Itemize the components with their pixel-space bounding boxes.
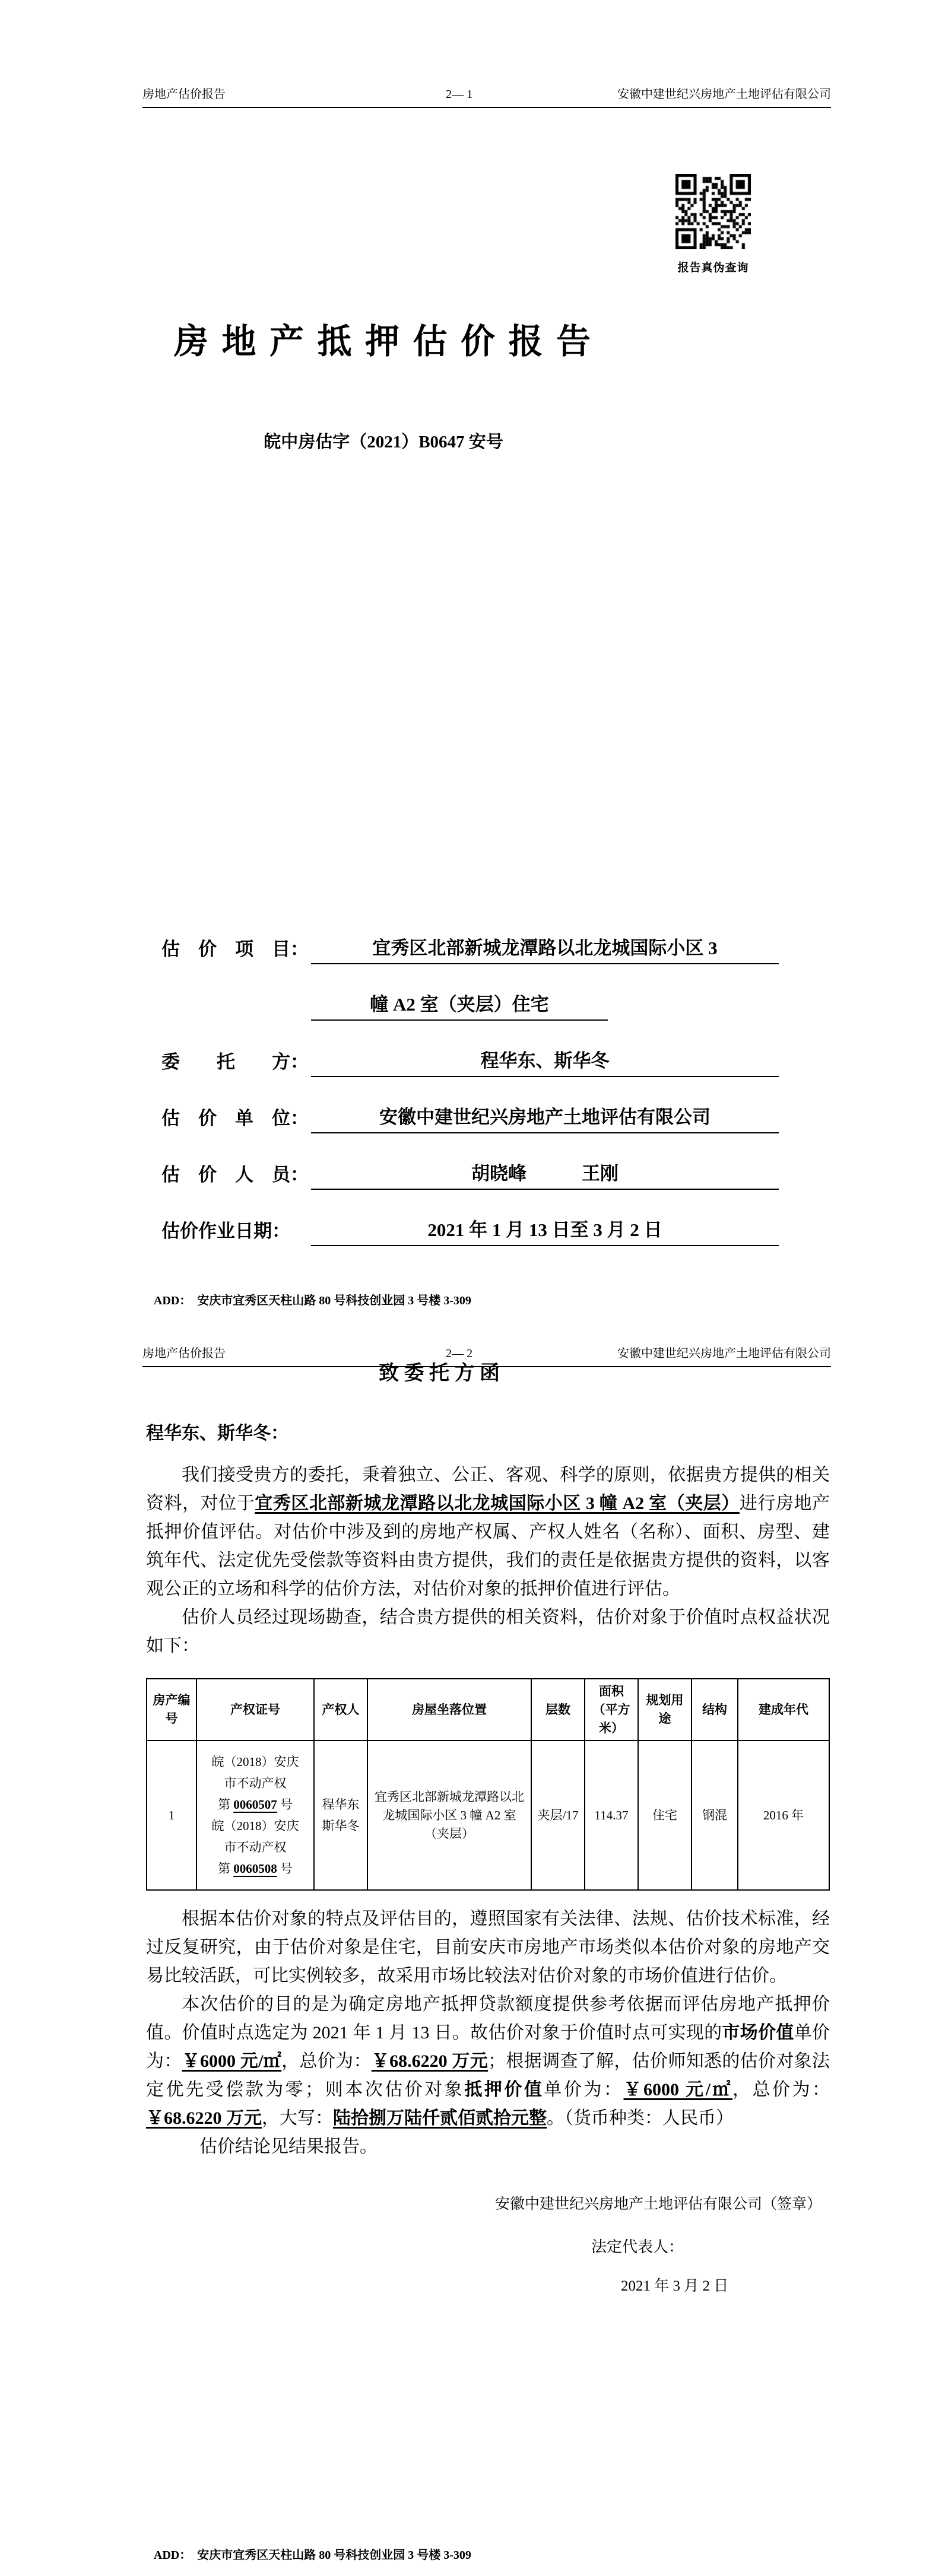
cert-line: 市不动产权 [224,1776,287,1790]
text-run-total-price: ￥68.6220 万元 [371,2051,489,2071]
form-row-appraisers [161,1133,779,1190]
cert-line: 市不动产权 [224,1840,287,1854]
form-value-project-line1: 宜秀区北部新城龙潭路以北龙城国际小区 3 [311,933,779,964]
cert-line: 皖（2018）安庆 [211,1819,299,1833]
cert-line: 皖（2018）安庆 [211,1755,299,1769]
letter-title: 致 委 托 方 函 [379,1362,500,1384]
col-header-structure: 结构 [692,1679,738,1740]
text-run: ，大写： [262,2108,333,2128]
header-page-number: 2— 1 [446,88,473,101]
cell-owner [314,1740,367,1890]
form-label-client: 委 托 方： [161,1052,309,1072]
signature-date: 2021 年 3 月 2 日 [621,2278,729,2294]
footer-address: ADD： 安庆市宜秀区天柱山路 80 号科技创业园 3 号楼 3-309 [153,1294,471,1307]
header-company-name: 安徽中建世纪兴房地产土地评估有限公司 [617,88,831,101]
col-header-floors: 层数 [531,1679,585,1740]
text-run: 第 [218,1797,234,1812]
form-value-agency: 安徽中建世纪兴房地产土地评估有限公司 [311,1102,779,1133]
text-run: 第 [218,1862,234,1876]
text-run: ，总价为： [281,2051,372,2071]
text-run: 本次估价的目的是为确定房地产抵押贷款额度提供参考依据而评估房地产抵押价值。价值时点选定为 2021 年 1 月 13 日。故估价对象于价值时点可实现的 [146,1994,830,2043]
cell-property-no: 1 [147,1740,196,1890]
cert-line [200,1794,310,1815]
qr-block [675,174,751,275]
page1-footer [142,1277,831,1322]
cover-form [161,908,779,1246]
form-label-agency: 估 价 单 位： [161,1108,309,1129]
table-row [147,1740,829,1890]
text-run: 我们接受贵方的委托，秉着独立、公正、客观、科学的原则，依据贵方提供的相关资料，对位于 [146,1465,830,1513]
letter-body [146,1419,830,2295]
header-company-name: 安徽中建世纪兴房地产土地评估有限公司 [617,1347,831,1360]
text-run: 单价为： [544,2080,624,2099]
col-header-area: 面积（平方米） [585,1679,638,1740]
text-run: 号 [277,1862,293,1876]
owner-line: 程华东 [322,1797,360,1812]
form-row-date [161,1190,779,1246]
text-run: 。（货币种类：人民币） [547,2108,734,2128]
form-value-appraisers: 胡晓峰 王刚 [311,1158,779,1190]
form-row-client [161,1021,779,1077]
cell-cert-numbers [196,1740,314,1890]
col-header-cert-no: 产权证号 [196,1679,314,1740]
cell-use: 住宅 [638,1740,692,1890]
form-value-date: 2021 年 1 月 13 日至 3 月 2 日 [311,1215,779,1246]
property-table [146,1678,830,1891]
page1-header [142,84,831,108]
cell-year: 2016 年 [738,1740,829,1890]
paragraph-valuation [146,1990,830,2133]
form-label-date: 估价作业日期： [161,1221,290,1241]
signature-legal-rep: 法定代表人： [591,2238,684,2256]
header-page-number: 2— 2 [446,1347,473,1360]
text-run: 单价为： [146,2023,830,2071]
cell-floors: 夹层/17 [531,1740,585,1890]
page2-footer [142,2531,831,2576]
form-row-project [161,908,779,964]
report-number: 皖中房估字（2021）B0647 安号 [264,433,503,452]
text-run-property: 宜秀区北部新城龙潭路以北龙城国际小区 3 幢 A2 室（夹层） [255,1494,740,1513]
table-header-row [147,1679,829,1740]
form-value-project-line2: 幢 A2 室（夹层）住宅 [311,989,608,1021]
text-run-mortgage-value: 抵押价值 [464,2080,544,2099]
cell-area: 114.37 [585,1740,638,1890]
form-value-client: 程华东、斯华冬 [311,1046,779,1077]
form-label-appraisers: 估 价 人 员： [161,1164,309,1185]
cert-line [200,1858,310,1879]
paragraph-conclusion: 估价结论见结果报告。 [199,2137,378,2156]
text-run-unit-price: ￥6000 元/㎡ [182,2051,282,2071]
form-row-agency [161,1077,779,1133]
text-run-amount-words: 陆拾捌万陆仟贰佰贰拾元整 [333,2108,547,2128]
cell-structure: 钢混 [692,1740,738,1890]
text-run-total-price: ￥68.6220 万元 [146,2108,262,2128]
text-run: 进行房地产抵押价值评估。对估价中涉及到的房地产权属、产权人姓名（名称）、面积、房型、建筑年代、法定优先受偿款等资料由贵方提供，我们的责任是依据贵方提供的资料，以客观公正的立场和科学的估价方法，对估价对象的抵押价值进行评估。 [146,1494,830,1599]
text-run: ；根据调查了解，估价师知悉的估价对象法定优先受偿款为零；则本次估价对象 [146,2051,830,2099]
paragraph-engagement [146,1461,830,1603]
text-run-market-value: 市场价值 [722,2023,794,2043]
col-header-owner: 产权人 [314,1679,367,1740]
header-doc-type: 房地产估价报告 [142,1347,226,1360]
text-run: 号 [277,1797,293,1812]
paragraph-inspection: 估价人员经过现场勘查，结合贵方提供的相关资料，估价对象于价值时点权益状况如下： [146,1608,830,1656]
signature-company: 安徽中建世纪兴房地产土地评估有限公司（签章） [495,2196,822,2212]
cert-number: 0060508 [233,1862,277,1876]
form-label-spacer [161,1017,311,1021]
paragraph-method: 根据本估价对象的特点及评估目的，遵照国家有关法律、法规、估价技术标准，经过反复研究，由于估价对象是住宅，目前安庆市房地产市场类似本估价对象的房地产交易比较活跃，可比实例较多，故采用市场比较法对估价对象的市场价值进行估价。 [146,1909,830,1986]
text-run-unit-price: ￥6000 元/㎡ [623,2080,732,2099]
qr-caption: 报告真伪查询 [677,262,749,274]
col-header-year: 建成年代 [738,1679,829,1740]
col-header-property-no: 房产编号 [147,1679,196,1740]
salutation: 程华东、斯华冬： [146,1424,288,1443]
col-header-use: 规划用途 [638,1679,692,1740]
cell-location: 宜秀区北部新城龙潭路以北龙城国际小区 3 幢 A2 室（夹层） [367,1740,531,1890]
signature-block [495,2196,830,2295]
cert-number: 0060507 [233,1797,277,1812]
qr-code-icon [675,174,751,249]
col-header-location: 房屋坐落位置 [367,1679,531,1740]
footer-address: ADD： 安庆市宜秀区天柱山路 80 号科技创业园 3 号楼 3-309 [153,2549,471,2562]
form-row-project-cont [161,964,779,1021]
form-label-project: 估 价 项 目： [161,939,309,960]
owner-line: 斯华冬 [322,1819,360,1833]
header-doc-type: 房地产估价报告 [142,88,226,101]
text-run: ，总价为： [732,2080,830,2099]
report-title: 房 地 产 抵 押 估 价 报 告 [173,322,593,361]
